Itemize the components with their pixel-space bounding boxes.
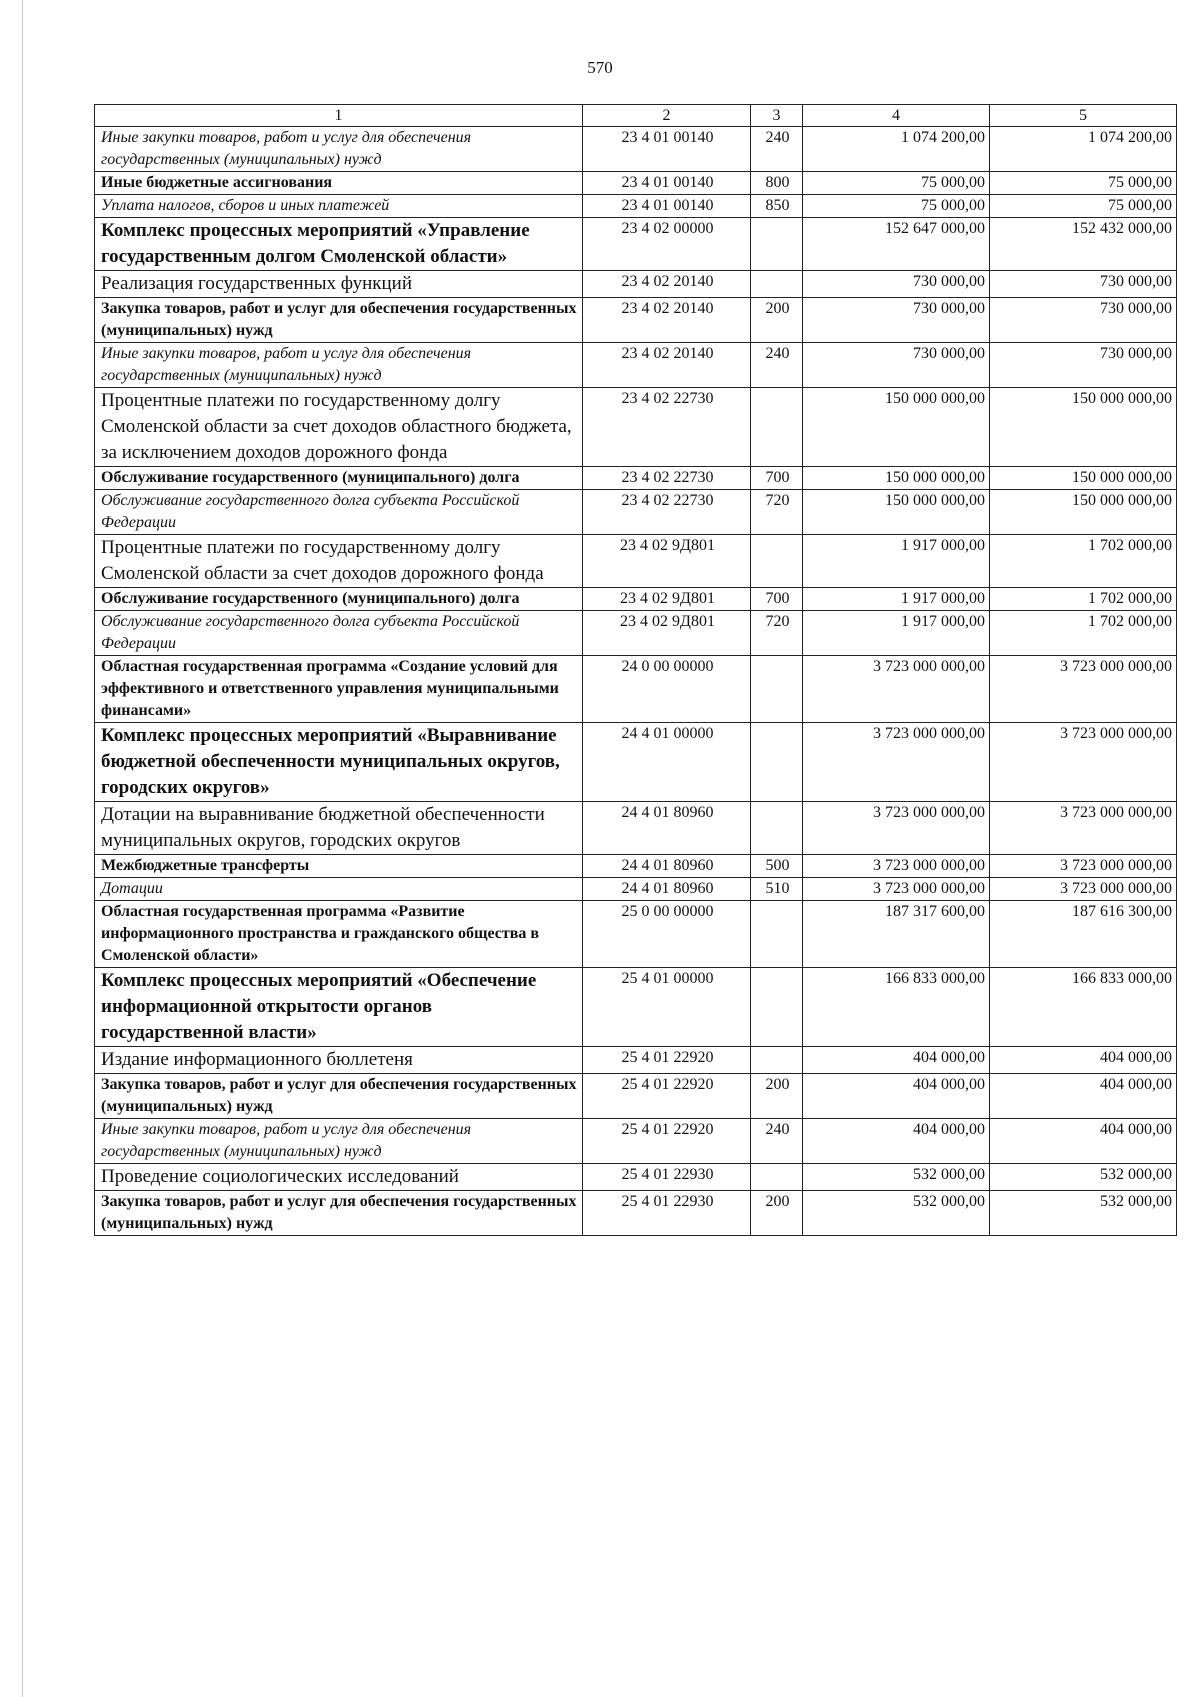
row-expense-type-cell bbox=[751, 535, 803, 588]
row-name-cell: Комплекс процессных мероприятий «Выравнивание бюджетной обеспеченности муниципальных округов, городских округов» bbox=[95, 723, 583, 802]
row-name-cell: Уплата налогов, сборов и иных платежей bbox=[95, 195, 583, 218]
row-amount-year1-cell: 150 000 000,00 bbox=[803, 490, 990, 535]
row-amount-year1-cell: 3 723 000 000,00 bbox=[803, 855, 990, 878]
row-expense-type-cell bbox=[751, 271, 803, 298]
row-name-cell: Межбюджетные трансферты bbox=[95, 855, 583, 878]
row-name-cell: Дотации на выравнивание бюджетной обеспеченности муниципальных округов, городских округов bbox=[95, 802, 583, 855]
row-amount-year1-cell: 730 000,00 bbox=[803, 271, 990, 298]
row-code-cell: 24 4 01 80960 bbox=[583, 802, 751, 855]
row-expense-type-cell: 850 bbox=[751, 195, 803, 218]
row-code-cell: 25 4 01 22930 bbox=[583, 1164, 751, 1191]
row-expense-type-cell: 720 bbox=[751, 611, 803, 656]
row-code-cell: 23 4 02 22730 bbox=[583, 467, 751, 490]
row-amount-year1-cell: 150 000 000,00 bbox=[803, 467, 990, 490]
table-row bbox=[95, 467, 1177, 490]
row-code-cell: 25 4 01 22920 bbox=[583, 1047, 751, 1074]
row-code-cell: 23 4 02 9Д801 bbox=[583, 588, 751, 611]
table-row bbox=[95, 656, 1177, 723]
table-row bbox=[95, 855, 1177, 878]
row-name-cell: Комплекс процессных мероприятий «Обеспечение информационной открытости органов государственной власти» bbox=[95, 968, 583, 1047]
row-amount-year2-cell: 75 000,00 bbox=[990, 195, 1177, 218]
row-amount-year2-cell: 730 000,00 bbox=[990, 298, 1177, 343]
row-code-cell: 23 4 02 22730 bbox=[583, 388, 751, 467]
row-expense-type-cell: 240 bbox=[751, 343, 803, 388]
row-expense-type-cell bbox=[751, 1164, 803, 1191]
row-amount-year1-cell: 3 723 000 000,00 bbox=[803, 878, 990, 901]
row-amount-year1-cell: 3 723 000 000,00 bbox=[803, 802, 990, 855]
row-code-cell: 23 4 02 20140 bbox=[583, 298, 751, 343]
row-name-cell: Обслуживание государственного (муниципального) долга bbox=[95, 588, 583, 611]
table-row bbox=[95, 1047, 1177, 1074]
row-amount-year1-cell: 1 917 000,00 bbox=[803, 611, 990, 656]
row-expense-type-cell bbox=[751, 802, 803, 855]
row-code-cell: 25 4 01 22920 bbox=[583, 1074, 751, 1119]
row-code-cell: 23 4 02 20140 bbox=[583, 343, 751, 388]
row-amount-year2-cell: 404 000,00 bbox=[990, 1047, 1177, 1074]
row-amount-year1-cell: 730 000,00 bbox=[803, 298, 990, 343]
row-amount-year1-cell: 166 833 000,00 bbox=[803, 968, 990, 1047]
row-code-cell: 24 0 00 00000 bbox=[583, 656, 751, 723]
row-code-cell: 23 4 01 00140 bbox=[583, 172, 751, 195]
table-row bbox=[95, 878, 1177, 901]
scan-margin-line bbox=[22, 0, 23, 1697]
row-expense-type-cell: 720 bbox=[751, 490, 803, 535]
table-row bbox=[95, 343, 1177, 388]
row-expense-type-cell bbox=[751, 968, 803, 1047]
page-number: 570 bbox=[587, 58, 613, 77]
row-expense-type-cell bbox=[751, 723, 803, 802]
row-amount-year1-cell: 532 000,00 bbox=[803, 1164, 990, 1191]
row-amount-year1-cell: 150 000 000,00 bbox=[803, 388, 990, 467]
table-row bbox=[95, 298, 1177, 343]
row-code-cell: 23 4 01 00140 bbox=[583, 127, 751, 172]
row-amount-year2-cell: 1 702 000,00 bbox=[990, 535, 1177, 588]
row-amount-year2-cell: 3 723 000 000,00 bbox=[990, 802, 1177, 855]
table-row bbox=[95, 802, 1177, 855]
row-amount-year1-cell: 152 647 000,00 bbox=[803, 218, 990, 271]
row-amount-year2-cell: 1 702 000,00 bbox=[990, 611, 1177, 656]
row-amount-year1-cell: 187 317 600,00 bbox=[803, 901, 990, 968]
row-name-cell: Иные закупки товаров, работ и услуг для обеспечения государственных (муниципальных) нужд bbox=[95, 127, 583, 172]
table-row bbox=[95, 271, 1177, 298]
row-amount-year2-cell: 75 000,00 bbox=[990, 172, 1177, 195]
header-col-5: 5 bbox=[990, 105, 1177, 127]
row-code-cell: 25 4 01 22920 bbox=[583, 1119, 751, 1164]
row-expense-type-cell: 700 bbox=[751, 467, 803, 490]
row-name-cell: Реализация государственных функций bbox=[95, 271, 583, 298]
row-amount-year2-cell: 150 000 000,00 bbox=[990, 467, 1177, 490]
row-amount-year1-cell: 404 000,00 bbox=[803, 1074, 990, 1119]
table-row bbox=[95, 723, 1177, 802]
row-expense-type-cell: 240 bbox=[751, 1119, 803, 1164]
table-row bbox=[95, 1164, 1177, 1191]
row-amount-year2-cell: 150 000 000,00 bbox=[990, 490, 1177, 535]
table-row bbox=[95, 1119, 1177, 1164]
row-name-cell: Иные закупки товаров, работ и услуг для обеспечения государственных (муниципальных) нужд bbox=[95, 343, 583, 388]
row-amount-year2-cell: 404 000,00 bbox=[990, 1074, 1177, 1119]
row-code-cell: 25 4 01 22930 bbox=[583, 1191, 751, 1236]
row-amount-year1-cell: 75 000,00 bbox=[803, 172, 990, 195]
row-amount-year2-cell: 1 702 000,00 bbox=[990, 588, 1177, 611]
row-name-cell: Областная государственная программа «Создание условий для эффективного и ответственного управления муниципальными финансами» bbox=[95, 656, 583, 723]
row-name-cell: Обслуживание государственного (муниципального) долга bbox=[95, 467, 583, 490]
header-col-1: 1 bbox=[95, 105, 583, 127]
table-row bbox=[95, 1191, 1177, 1236]
row-expense-type-cell bbox=[751, 1047, 803, 1074]
row-name-cell: Закупка товаров, работ и услуг для обеспечения государственных (муниципальных) нужд bbox=[95, 298, 583, 343]
row-expense-type-cell: 700 bbox=[751, 588, 803, 611]
row-expense-type-cell: 800 bbox=[751, 172, 803, 195]
header-col-2: 2 bbox=[583, 105, 751, 127]
header-col-4: 4 bbox=[803, 105, 990, 127]
row-amount-year2-cell: 1 074 200,00 bbox=[990, 127, 1177, 172]
row-amount-year2-cell: 150 000 000,00 bbox=[990, 388, 1177, 467]
row-amount-year2-cell: 187 616 300,00 bbox=[990, 901, 1177, 968]
row-code-cell: 24 4 01 80960 bbox=[583, 855, 751, 878]
row-amount-year2-cell: 166 833 000,00 bbox=[990, 968, 1177, 1047]
row-name-cell: Проведение социологических исследований bbox=[95, 1164, 583, 1191]
row-amount-year2-cell: 3 723 000 000,00 bbox=[990, 723, 1177, 802]
row-code-cell: 23 4 02 22730 bbox=[583, 490, 751, 535]
table-row bbox=[95, 611, 1177, 656]
row-expense-type-cell bbox=[751, 218, 803, 271]
table-row bbox=[95, 127, 1177, 172]
table-row bbox=[95, 535, 1177, 588]
row-name-cell: Издание информационного бюллетеня bbox=[95, 1047, 583, 1074]
table-body bbox=[95, 127, 1177, 1236]
row-amount-year1-cell: 1 917 000,00 bbox=[803, 588, 990, 611]
row-amount-year1-cell: 75 000,00 bbox=[803, 195, 990, 218]
row-amount-year2-cell: 730 000,00 bbox=[990, 271, 1177, 298]
row-name-cell: Закупка товаров, работ и услуг для обеспечения государственных (муниципальных) нужд bbox=[95, 1191, 583, 1236]
row-name-cell: Дотации bbox=[95, 878, 583, 901]
row-name-cell: Иные бюджетные ассигнования bbox=[95, 172, 583, 195]
table-row bbox=[95, 218, 1177, 271]
row-code-cell: 24 4 01 00000 bbox=[583, 723, 751, 802]
table-row bbox=[95, 968, 1177, 1047]
row-expense-type-cell bbox=[751, 388, 803, 467]
row-amount-year2-cell: 532 000,00 bbox=[990, 1164, 1177, 1191]
row-expense-type-cell: 200 bbox=[751, 1074, 803, 1119]
row-expense-type-cell: 200 bbox=[751, 298, 803, 343]
row-amount-year1-cell: 404 000,00 bbox=[803, 1047, 990, 1074]
row-amount-year2-cell: 730 000,00 bbox=[990, 343, 1177, 388]
row-code-cell: 23 4 02 9Д801 bbox=[583, 535, 751, 588]
row-code-cell: 25 4 01 00000 bbox=[583, 968, 751, 1047]
row-code-cell: 23 4 01 00140 bbox=[583, 195, 751, 218]
row-expense-type-cell: 200 bbox=[751, 1191, 803, 1236]
row-code-cell: 23 4 02 20140 bbox=[583, 271, 751, 298]
row-amount-year2-cell: 404 000,00 bbox=[990, 1119, 1177, 1164]
row-amount-year1-cell: 1 917 000,00 bbox=[803, 535, 990, 588]
table-row bbox=[95, 172, 1177, 195]
table-header-row bbox=[95, 105, 1177, 127]
row-name-cell: Комплекс процессных мероприятий «Управление государственным долгом Смоленской области» bbox=[95, 218, 583, 271]
row-amount-year2-cell: 532 000,00 bbox=[990, 1191, 1177, 1236]
row-amount-year1-cell: 1 074 200,00 bbox=[803, 127, 990, 172]
table-row bbox=[95, 490, 1177, 535]
table-row bbox=[95, 1074, 1177, 1119]
row-amount-year1-cell: 404 000,00 bbox=[803, 1119, 990, 1164]
row-name-cell: Областная государственная программа «Развитие информационного пространства и гражданского общества в Смоленской области» bbox=[95, 901, 583, 968]
row-amount-year2-cell: 3 723 000 000,00 bbox=[990, 656, 1177, 723]
row-name-cell: Закупка товаров, работ и услуг для обеспечения государственных (муниципальных) нужд bbox=[95, 1074, 583, 1119]
row-name-cell: Иные закупки товаров, работ и услуг для обеспечения государственных (муниципальных) нужд bbox=[95, 1119, 583, 1164]
budget-table bbox=[94, 104, 1177, 1236]
row-amount-year1-cell: 532 000,00 bbox=[803, 1191, 990, 1236]
row-code-cell: 24 4 01 80960 bbox=[583, 878, 751, 901]
row-expense-type-cell: 500 bbox=[751, 855, 803, 878]
header-col-3: 3 bbox=[751, 105, 803, 127]
row-expense-type-cell bbox=[751, 656, 803, 723]
row-amount-year1-cell: 3 723 000 000,00 bbox=[803, 723, 990, 802]
table-row bbox=[95, 901, 1177, 968]
row-name-cell: Обслуживание государственного долга субъекта Российской Федерации bbox=[95, 611, 583, 656]
row-amount-year1-cell: 730 000,00 bbox=[803, 343, 990, 388]
row-expense-type-cell: 510 bbox=[751, 878, 803, 901]
row-expense-type-cell bbox=[751, 901, 803, 968]
row-name-cell: Процентные платежи по государственному долгу Смоленской области за счет доходов дорожного фонда bbox=[95, 535, 583, 588]
row-name-cell: Процентные платежи по государственному долгу Смоленской области за счет доходов областного бюджета, за исключением доходов дорожного фонда bbox=[95, 388, 583, 467]
row-name-cell: Обслуживание государственного долга субъекта Российской Федерации bbox=[95, 490, 583, 535]
row-code-cell: 23 4 02 00000 bbox=[583, 218, 751, 271]
row-expense-type-cell: 240 bbox=[751, 127, 803, 172]
row-code-cell: 23 4 02 9Д801 bbox=[583, 611, 751, 656]
row-amount-year2-cell: 3 723 000 000,00 bbox=[990, 878, 1177, 901]
row-amount-year1-cell: 3 723 000 000,00 bbox=[803, 656, 990, 723]
table-row bbox=[95, 388, 1177, 467]
table-row bbox=[95, 195, 1177, 218]
row-code-cell: 25 0 00 00000 bbox=[583, 901, 751, 968]
row-amount-year2-cell: 152 432 000,00 bbox=[990, 218, 1177, 271]
table-row bbox=[95, 588, 1177, 611]
row-amount-year2-cell: 3 723 000 000,00 bbox=[990, 855, 1177, 878]
